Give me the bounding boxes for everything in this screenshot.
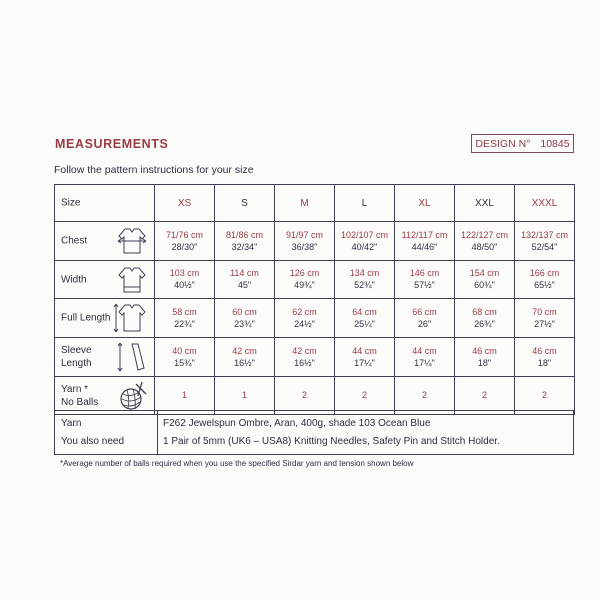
inch-value: 32/34" bbox=[231, 241, 258, 252]
measurements-table bbox=[54, 184, 575, 415]
yarn-count-cell: 2 bbox=[455, 377, 515, 415]
size-label-cell bbox=[55, 185, 155, 222]
materials-divider bbox=[157, 411, 158, 454]
chest-cell bbox=[395, 222, 455, 261]
sleeve-length-label bbox=[61, 344, 92, 370]
cm-value: 166 cm bbox=[529, 268, 560, 278]
full-length-cell bbox=[455, 299, 515, 338]
cm-value: 70 cm bbox=[532, 306, 557, 317]
inch-value: 65½" bbox=[534, 280, 555, 290]
inch-value: 16½" bbox=[294, 357, 315, 368]
design-label: DESIGN N° bbox=[475, 137, 531, 150]
page-title: MEASUREMENTS bbox=[55, 137, 169, 151]
cm-value: 122/127 cm bbox=[460, 229, 509, 240]
full-length-cell bbox=[275, 299, 335, 338]
inch-value: 52¾" bbox=[354, 280, 375, 290]
design-number-box bbox=[471, 134, 574, 153]
sleeve-length-cell bbox=[155, 338, 215, 377]
yarn-label-line1: Yarn * bbox=[61, 383, 89, 395]
chest-garment-icon bbox=[114, 226, 150, 256]
full-length-cell bbox=[155, 299, 215, 338]
size-header: XXL bbox=[455, 185, 515, 222]
width-row bbox=[55, 261, 575, 299]
yarn-balls-label-cell bbox=[55, 377, 155, 415]
sleeve-length-cell bbox=[275, 338, 335, 377]
inch-value: 18" bbox=[537, 357, 552, 368]
inch-value: 40½" bbox=[174, 280, 195, 290]
size-header: XXXL bbox=[515, 185, 575, 222]
footnote: *Average number of balls required when you use the specified Sirdar yarn and tension shown below bbox=[60, 459, 414, 468]
yarn-count-cell: 1 bbox=[155, 377, 215, 415]
inch-value: 40/42" bbox=[351, 241, 378, 252]
chest-cell bbox=[515, 222, 575, 261]
materials-need-value: 1 Pair of 5mm (UK6 – USA8) Knitting Needles, Safety Pin and Stitch Holder. bbox=[163, 436, 500, 447]
width-cell bbox=[155, 261, 215, 299]
full-length-cell bbox=[395, 299, 455, 338]
cm-value: 146 cm bbox=[409, 268, 440, 278]
cm-value: 132/137 cm bbox=[520, 229, 569, 240]
width-cell bbox=[515, 261, 575, 299]
sleeve-length-row bbox=[55, 338, 575, 377]
full-length-label-cell bbox=[55, 299, 155, 338]
full-length-garment-icon bbox=[112, 301, 150, 335]
width-cell bbox=[395, 261, 455, 299]
full-length-cell bbox=[215, 299, 275, 338]
chest-cell bbox=[335, 222, 395, 261]
size-header: XL bbox=[395, 185, 455, 222]
full-length-row bbox=[55, 299, 575, 338]
cm-value: 126 cm bbox=[289, 268, 320, 278]
cm-value: 46 cm bbox=[532, 345, 557, 356]
cm-value: 64 cm bbox=[352, 306, 377, 317]
inch-value: 16½" bbox=[234, 357, 255, 368]
cm-value: 46 cm bbox=[472, 345, 497, 356]
cm-value: 81/86 cm bbox=[225, 229, 264, 240]
yarn-count-cell: 2 bbox=[275, 377, 335, 415]
width-cell bbox=[455, 261, 515, 299]
cm-value: 40 cm bbox=[172, 345, 197, 356]
size-header: M bbox=[275, 185, 335, 222]
cm-value: 58 cm bbox=[172, 306, 197, 317]
inch-value: 15¾" bbox=[174, 357, 195, 368]
yarn-ball-icon bbox=[116, 380, 150, 412]
materials-need-label: You also need bbox=[61, 436, 125, 447]
cm-value: 71/76 cm bbox=[165, 229, 204, 240]
sleeve-label-line2: Length bbox=[61, 358, 92, 369]
cm-value: 134 cm bbox=[349, 268, 380, 278]
chest-cell bbox=[275, 222, 335, 261]
cm-value: 62 cm bbox=[292, 306, 317, 317]
yarn-count-cell: 2 bbox=[335, 377, 395, 415]
cm-value: 114 cm bbox=[230, 268, 259, 278]
sleeve-length-label-cell bbox=[55, 338, 155, 377]
size-header: XS bbox=[155, 185, 215, 222]
sleeve-length-icon bbox=[112, 340, 150, 374]
inch-value: 24½" bbox=[294, 318, 315, 329]
chest-cell bbox=[155, 222, 215, 261]
cm-value: 103 cm bbox=[169, 268, 200, 278]
size-header: S bbox=[215, 185, 275, 222]
sleeve-length-cell bbox=[515, 338, 575, 377]
sleeve-length-cell bbox=[395, 338, 455, 377]
yarn-count-cell: 2 bbox=[395, 377, 455, 415]
design-number: 10845 bbox=[540, 137, 570, 150]
inch-value: 17¼" bbox=[414, 357, 435, 368]
cm-value: 91/97 cm bbox=[285, 229, 324, 240]
chest-cell bbox=[215, 222, 275, 261]
inch-value: 18" bbox=[477, 357, 492, 368]
yarn-balls-label bbox=[61, 383, 98, 409]
inch-value: 52/54" bbox=[531, 241, 558, 252]
inch-value: 25¼" bbox=[354, 318, 375, 329]
materials-box bbox=[54, 410, 574, 455]
cm-value: 42 cm bbox=[292, 345, 317, 356]
cm-value: 44 cm bbox=[352, 345, 377, 356]
size-label: Size bbox=[61, 197, 81, 209]
full-length-cell bbox=[335, 299, 395, 338]
sleeve-length-cell bbox=[215, 338, 275, 377]
inch-value: 36/38" bbox=[291, 241, 318, 252]
width-label-cell bbox=[55, 261, 155, 299]
inch-value: 48/50" bbox=[471, 241, 498, 252]
cm-value: 60 cm bbox=[232, 306, 257, 317]
inch-value: 57½" bbox=[414, 280, 435, 290]
size-header: L bbox=[335, 185, 395, 222]
yarn-count-cell: 1 bbox=[215, 377, 275, 415]
size-row bbox=[55, 185, 575, 222]
chest-label: Chest bbox=[61, 235, 88, 247]
inch-value: 49¾" bbox=[294, 280, 315, 290]
inch-value: 27½" bbox=[534, 318, 555, 329]
materials-yarn-value: F262 Jewelspun Ombre, Aran, 400g, shade 103 Ocean Blue bbox=[163, 418, 431, 429]
inch-value: 28/30" bbox=[171, 241, 198, 252]
inch-value: 60¾" bbox=[474, 280, 495, 290]
cm-value: 102/107 cm bbox=[340, 229, 389, 240]
chest-cell bbox=[455, 222, 515, 261]
sleeve-label-line1: Sleeve bbox=[61, 345, 92, 356]
inch-value: 44/46" bbox=[411, 241, 438, 252]
yarn-label-line2: No Balls bbox=[61, 396, 99, 408]
cm-value: 44 cm bbox=[412, 345, 437, 356]
cm-value: 42 cm bbox=[232, 345, 257, 356]
width-garment-icon bbox=[114, 265, 150, 295]
inch-value: 26" bbox=[417, 318, 432, 329]
chest-row bbox=[55, 222, 575, 261]
inch-value: 23¾" bbox=[234, 318, 255, 329]
materials-yarn-label: Yarn bbox=[61, 418, 82, 429]
yarn-count-cell: 2 bbox=[515, 377, 575, 415]
full-length-label: Full Length bbox=[61, 312, 111, 324]
intro-text: Follow the pattern instructions for your size bbox=[54, 164, 254, 176]
sleeve-length-cell bbox=[455, 338, 515, 377]
width-cell bbox=[275, 261, 335, 299]
inch-value: 45" bbox=[237, 280, 252, 290]
chest-label-cell bbox=[55, 222, 155, 261]
full-length-cell bbox=[515, 299, 575, 338]
yarn-balls-row bbox=[55, 377, 575, 415]
width-cell bbox=[215, 261, 275, 299]
inch-value: 17¼" bbox=[354, 357, 375, 368]
width-cell bbox=[335, 261, 395, 299]
cm-value: 66 cm bbox=[412, 306, 437, 317]
cm-value: 68 cm bbox=[472, 306, 497, 317]
inch-value: 22¾" bbox=[174, 318, 195, 329]
width-label: Width bbox=[61, 274, 87, 285]
sleeve-length-cell bbox=[335, 338, 395, 377]
inch-value: 26¾" bbox=[474, 318, 495, 329]
cm-value: 112/117 cm bbox=[401, 229, 448, 240]
cm-value: 154 cm bbox=[469, 268, 500, 278]
